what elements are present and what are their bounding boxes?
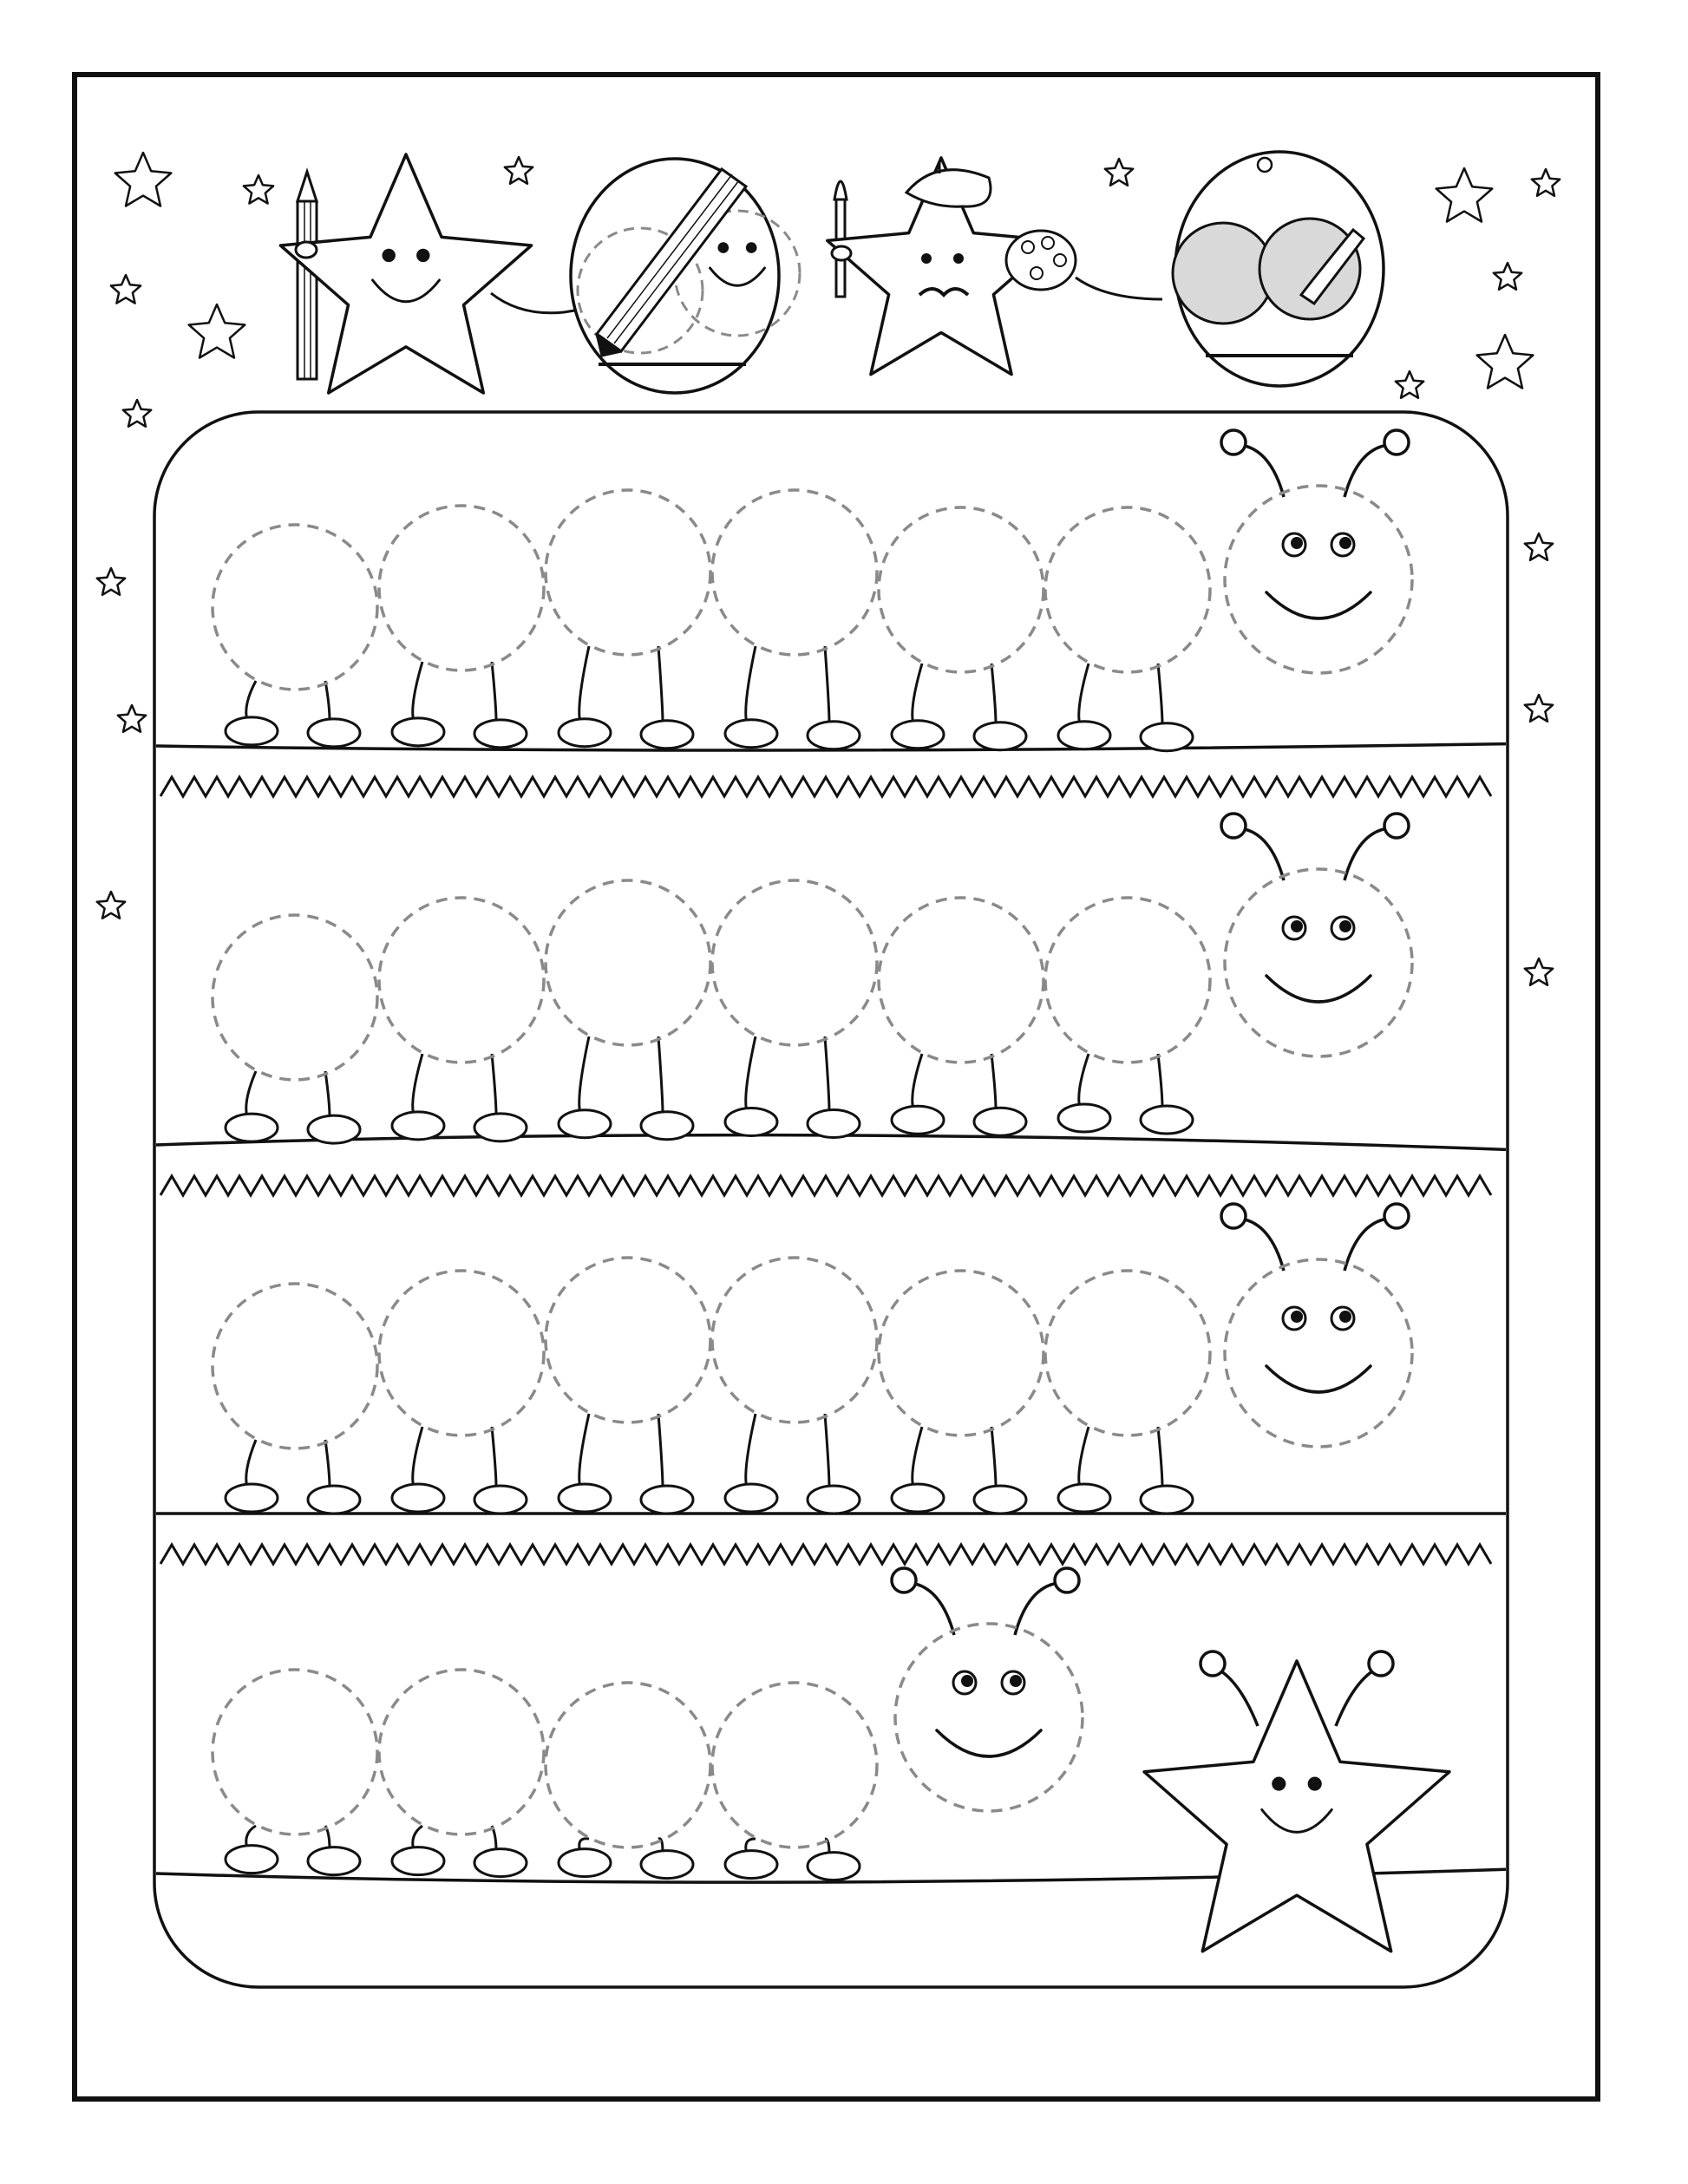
antenna-tip bbox=[1221, 814, 1246, 838]
antenna-tip bbox=[892, 1568, 916, 1592]
circles-with-magnifier-and-brush-icon bbox=[1173, 152, 1384, 386]
foot bbox=[474, 1849, 527, 1877]
antenna-tip bbox=[1384, 814, 1409, 838]
foot bbox=[308, 719, 360, 747]
foot bbox=[725, 1851, 777, 1879]
foot bbox=[725, 1484, 777, 1512]
foot bbox=[474, 1486, 527, 1514]
foot bbox=[892, 721, 944, 749]
foot bbox=[1141, 1486, 1193, 1514]
antenna-tip bbox=[1384, 1204, 1409, 1228]
foot bbox=[308, 1847, 360, 1875]
foot bbox=[1058, 1104, 1110, 1132]
foot bbox=[559, 1110, 611, 1138]
foot bbox=[641, 1112, 693, 1140]
foot bbox=[226, 1846, 278, 1873]
foot bbox=[392, 1112, 444, 1140]
foot bbox=[808, 722, 860, 749]
foot bbox=[641, 721, 693, 749]
antenna-tip bbox=[1221, 430, 1246, 454]
foot bbox=[226, 1484, 278, 1512]
foot bbox=[725, 1108, 777, 1135]
foot bbox=[308, 1115, 360, 1143]
foot bbox=[559, 1484, 611, 1512]
foot bbox=[974, 723, 1026, 750]
foot bbox=[474, 1114, 527, 1141]
antenna-tip bbox=[1384, 430, 1409, 454]
foot bbox=[226, 717, 278, 745]
foot bbox=[808, 1109, 860, 1137]
foot bbox=[1141, 1106, 1193, 1134]
foot bbox=[1141, 723, 1193, 751]
foot bbox=[725, 720, 777, 748]
antenna-tip bbox=[1221, 1204, 1246, 1228]
antenna-tip bbox=[1055, 1568, 1079, 1592]
foot bbox=[974, 1486, 1026, 1514]
foot bbox=[808, 1486, 860, 1514]
foot bbox=[308, 1486, 360, 1514]
foot bbox=[892, 1106, 944, 1134]
foot bbox=[1058, 722, 1110, 749]
foot bbox=[1058, 1484, 1110, 1512]
foot bbox=[226, 1114, 278, 1141]
foot bbox=[892, 1484, 944, 1512]
foot bbox=[559, 1849, 611, 1877]
foot bbox=[641, 1486, 693, 1514]
foot bbox=[392, 718, 444, 746]
foot bbox=[808, 1853, 860, 1880]
foot bbox=[641, 1851, 693, 1879]
foot bbox=[392, 1484, 444, 1512]
foot bbox=[392, 1847, 444, 1875]
foot bbox=[559, 719, 611, 747]
foot bbox=[974, 1108, 1026, 1135]
foot bbox=[474, 720, 527, 748]
